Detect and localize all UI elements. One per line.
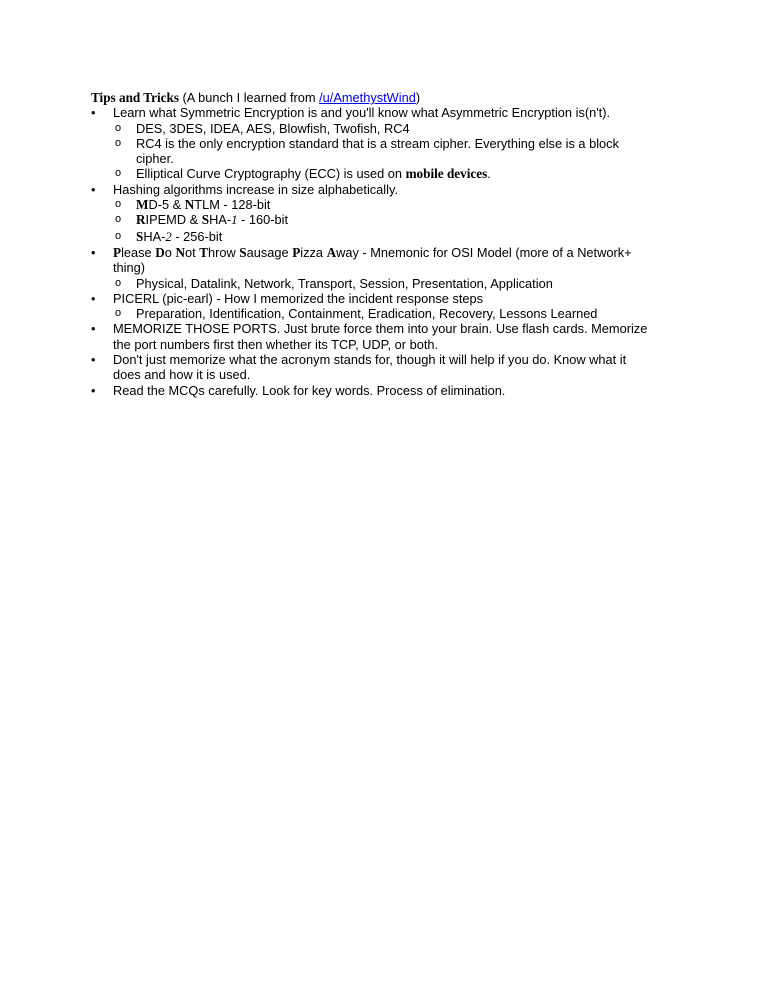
sub-bullet-icon: o [115, 198, 122, 211]
ntlm-initial: N [184, 197, 195, 213]
sub-list-item [113, 212, 651, 228]
sha1-initial: S [201, 212, 210, 228]
sub-list [113, 276, 651, 291]
list-item [91, 321, 651, 352]
mnemonic-after: - Mnemonic for OSI Model (more of a Network+ thing) [113, 244, 632, 276]
sub-bullet-icon: o [115, 307, 122, 320]
sub-list-item [113, 136, 651, 167]
mobile-devices-emphasis: mobile devices [405, 166, 488, 182]
sub-bullet-icon: o [115, 167, 122, 180]
list-item-text: Learn what Symmetric Encryption is and you'll know what Asymmetric Encryption is(n't). [113, 105, 611, 121]
bullet-icon: • [91, 290, 96, 306]
list-item [91, 291, 651, 322]
list-item [91, 245, 651, 291]
bullet-icon: • [91, 321, 96, 337]
sub-bullet-icon: o [115, 276, 122, 289]
sha2-initial: S [136, 228, 144, 244]
sub-list-item-text: Preparation, Identification, Containment, Eradication, Recovery, Lessons Learned [136, 306, 598, 322]
tips-heading-line [91, 90, 651, 105]
bullet-icon: • [91, 105, 96, 121]
sub-list-item [113, 229, 651, 245]
ntlm-rest: TLM - 128-bit [194, 197, 271, 213]
sub-list-item [113, 121, 651, 136]
list-item-text: MEMORIZE THOSE PORTS. Just brute force them into your brain. Use flash cards. Memorize the port numbers first then whether its TCP, UDP, or both. [113, 321, 648, 352]
sub-list-item-text-before: Elliptical Curve Cryptography (ECC) is used on [136, 166, 406, 182]
bullet-icon: • [91, 352, 96, 368]
list-item-text: PICERL (pic-earl) - How I memorized the incident response steps [113, 290, 484, 306]
sub-list-item [113, 276, 651, 291]
mnemonic-initial: D [155, 244, 165, 260]
mnemonic-word-rest: hrow [208, 244, 240, 260]
mnemonic-initial: A [326, 244, 337, 260]
sub-list-item-text: DES, 3DES, IDEA, AES, Blowfish, Twofish, RC4 [136, 120, 410, 136]
sha1-number: 1 [231, 213, 238, 228]
ripemd-rest: IPEMD & [145, 212, 202, 228]
mnemonic-word-rest: way [336, 244, 359, 260]
list-item-text: Read the MCQs carefully. Look for key words. Process of elimination. [113, 382, 506, 398]
intro-before: (A bunch I learned from [178, 90, 320, 105]
sub-bullet-icon: o [115, 213, 122, 226]
mnemonic-word-rest: izza [300, 244, 327, 260]
mnemonic-line [113, 245, 632, 275]
sha2-tail: - 256-bit [171, 228, 223, 244]
md5-rest: D-5 & [148, 197, 185, 213]
mnemonic-word-rest: ot [184, 244, 200, 260]
mnemonic-initial: P [292, 244, 301, 260]
sub-list-item-text: Physical, Datalink, Network, Transport, Session, Presentation, Application [136, 275, 553, 291]
sha2-number: 2 [165, 229, 172, 244]
bullet-icon: • [91, 244, 96, 260]
list-item-text: Don't just memorize what the acronym stands for, though it will help if you do. Know what it does and how it is used. [113, 352, 627, 383]
sub-list [113, 121, 651, 182]
list-item [91, 352, 651, 383]
intro-after: ) [415, 90, 421, 105]
sub-list [113, 306, 651, 321]
list-item [91, 182, 651, 245]
mnemonic-initial: N [175, 244, 185, 260]
tips-list [91, 105, 651, 398]
mnemonic-word-rest: o [164, 244, 176, 260]
mnemonic-word-rest: ausage [246, 244, 293, 260]
mnemonic-initial: T [199, 244, 208, 260]
mnemonic-initial: S [239, 244, 247, 260]
sub-list [113, 197, 651, 245]
sha2-rest: HA- [143, 228, 166, 244]
sub-bullet-icon: o [115, 229, 122, 242]
user-link[interactable]: /u/AmethystWind [319, 90, 416, 105]
sub-list-item [113, 166, 651, 181]
sha1-rest: HA- [209, 212, 232, 228]
sub-bullet-icon: o [115, 136, 122, 149]
bullet-icon: • [91, 382, 96, 398]
sub-list-item-text-after: . [487, 166, 491, 182]
mnemonic-initial: P [113, 244, 122, 260]
mnemonic-word-rest: lease [121, 244, 156, 260]
sub-bullet-icon: o [115, 121, 122, 134]
sub-list-item-text: RC4 is the only encryption standard that is a stream cipher. Everything else is a block cipher. [136, 135, 619, 167]
document-page [91, 90, 651, 398]
list-item-text: Hashing algorithms increase in size alphabetically. [113, 181, 398, 197]
ripemd-initial: R [136, 212, 146, 228]
bullet-icon: • [91, 181, 96, 197]
sha1-tail: - 160-bit [237, 212, 289, 228]
sub-list-item [113, 197, 651, 212]
list-item [91, 383, 651, 398]
list-item [91, 105, 651, 181]
sub-list-item [113, 306, 651, 321]
tips-title: Tips and Tricks [91, 90, 179, 105]
md5-initial: M [136, 197, 149, 213]
